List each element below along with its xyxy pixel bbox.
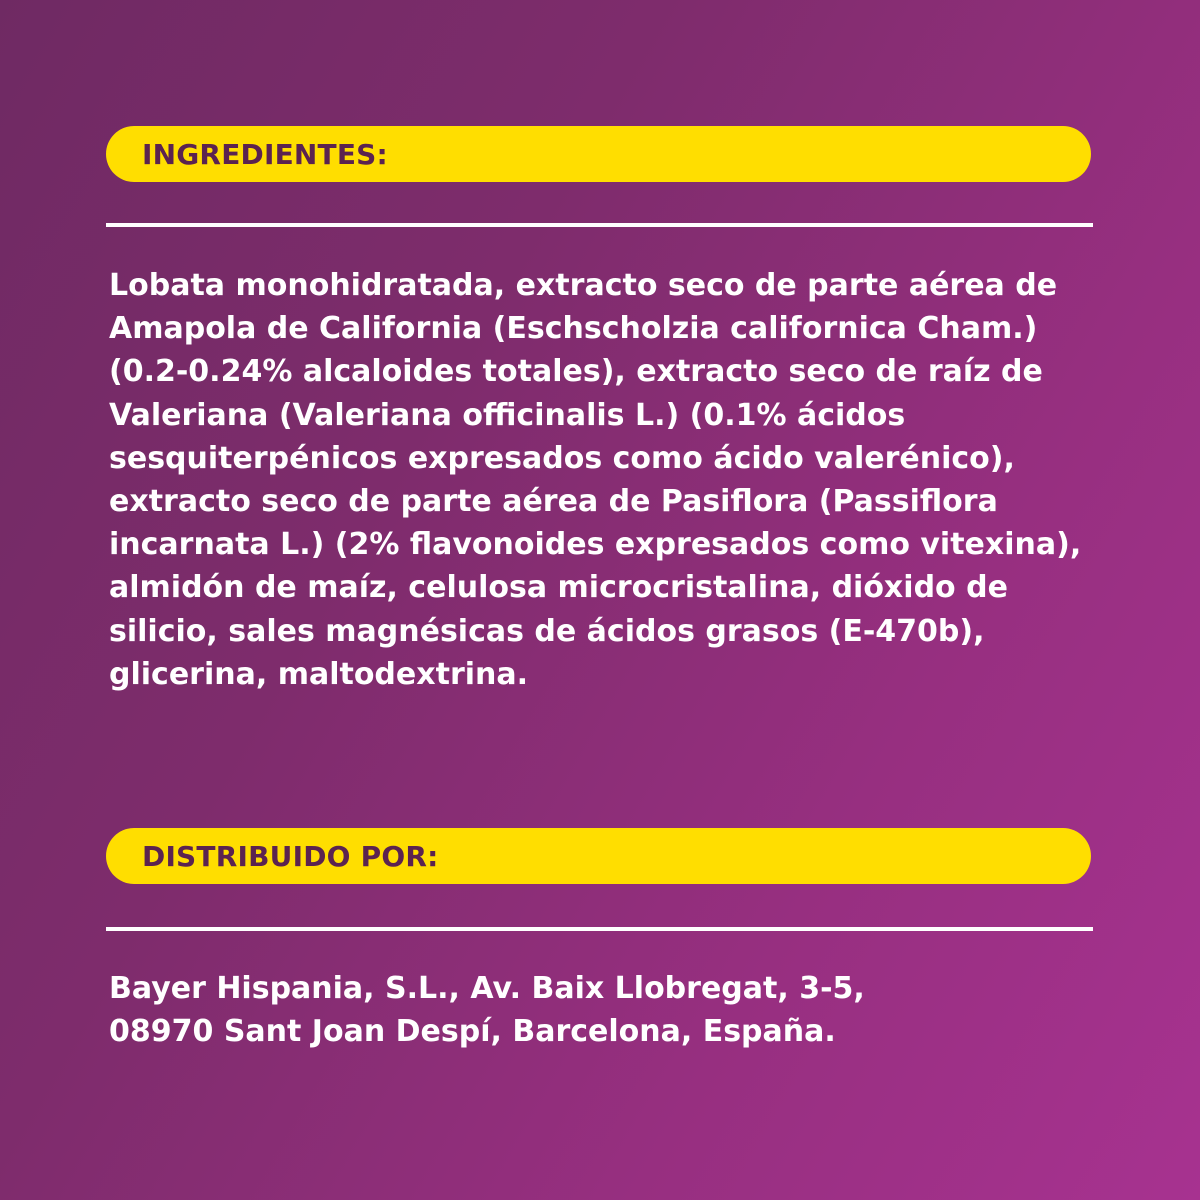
ingredients-line: Lobata monohidratada, extracto seco de parte aérea de (109, 268, 1058, 303)
distributor-address (109, 967, 1109, 1053)
ingredients-list (109, 264, 1109, 696)
ingredients-line: extracto seco de parte aérea de Pasiflora (Passiflora (109, 484, 998, 520)
distributor-divider (106, 927, 1093, 931)
distributor-line: 08970 Sant Joan Despí, Barcelona, España. (109, 1014, 836, 1050)
ingredients-line: (0.2-0.24% alcaloides totales), extracto seco de raíz de (109, 354, 1043, 390)
ingredients-line: Valeriana (Valeriana officinalis L.) (0.1% ácidos (109, 397, 906, 433)
distributor-line: Bayer Hispania, S.L., Av. Baix Llobregat, 3-5, (109, 971, 865, 1006)
distributor-heading: DISTRIBUIDO POR: (142, 839, 439, 873)
ingredients-line: Amapola de California (Eschscholzia californica Cham.) (109, 311, 1038, 347)
ingredients-line: silicio, sales magnésicas de ácidos grasos (E-470b), (109, 613, 985, 649)
ingredients-heading: INGREDIENTES: (142, 137, 388, 171)
ingredients-line: glicerina, maltodextrina. (109, 656, 529, 692)
ingredients-divider (106, 223, 1093, 227)
ingredients-heading-banner (106, 126, 1091, 182)
ingredients-line: almidón de maíz, celulosa microcristalina, dióxido de (109, 570, 1008, 606)
distributor-heading-banner (106, 828, 1091, 884)
ingredients-line: sesquiterpénicos expresados como ácido valerénico), (109, 440, 1015, 476)
ingredients-line: incarnata L.) (2% flavonoides expresados como vitexina), (109, 527, 1082, 563)
